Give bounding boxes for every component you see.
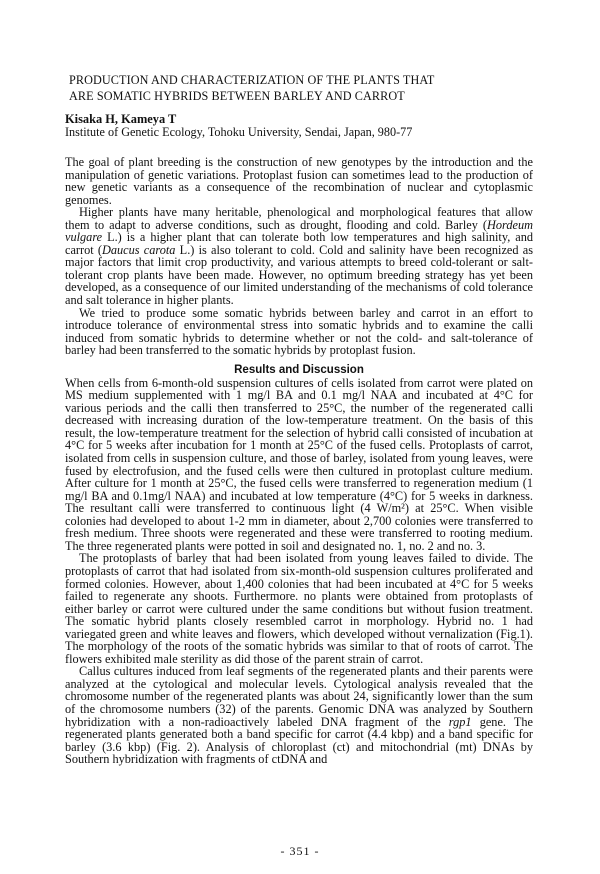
results-paragraph-3 <box>65 665 533 765</box>
page-number: - 351 - <box>280 844 320 858</box>
paper-body <box>65 156 533 766</box>
results-paragraph-2: The protoplasts of barley that had been isolated from young leaves failed to divide. The protoplasts of carrot that had isolated from six-month-old suspension cultures proliferated and formed colonies. However, about 1,400 colonies that had been incubated at 4°C for 5 weeks failed to regenerate any shoots. Furthermore. no plants were obtained from protoplasts of either barley or carrot were cultured under the same conditions but without fusion treatment. The somatic hybrid plants closely resembled carrot in morphology. Hybrid no. 1 had variegated green and white leaves and flowers, which developed without vernalization (Fig.1). The morphology of the roots of the somatic hybrids was similar to that of roots of carrot. The flowers exhibited male sterility as did those of the parent strain of carrot. <box>65 551 533 666</box>
intro-paragraph-3: We tried to produce some somatic hybrids between barley and carrot in an effort to introduce tolerance of environmental stress into somatic hybrids and to examine the calli induced from somatic hybrids to determine whether or not the cold- and salt-tolerance of barley had been transferred to the somatic hybrids by protoplast fusion. <box>65 305 533 358</box>
results-p3-text-a: Callus cultures induced from leaf segments of the regenerated plants and their parents were analyzed at the cytological and molecular levels. Cytological analysis revealed that the chromosome number of the regenerated plants was about 24, significantly lower than the sum of the chromosome numbers (32) of the parents. Genomic DNA was analyzed by Southern hybridization with a non-radioactively labeled DNA fragment of the <box>65 664 533 729</box>
title-line-1: PRODUCTION AND CHARACTERIZATION OF THE PLANTS THAT <box>69 73 435 87</box>
results-p3-text-b: gene. The regenerated plants generated both a band specific for carrot (4.4 kbp) and a band specific for barley (3.6 kbp) (Fig. 2). Analysis of chloroplast (ct) and mitochondrial (mt) DNAs by Southern hybridization with fragments of ctDNA and <box>65 714 533 767</box>
intro-paragraph-2 <box>65 206 533 306</box>
barley-latin-name: Hordeum vulgare <box>65 217 533 245</box>
title-line-2: ARE SOMATIC HYBRIDS BETWEEN BARLEY AND CARROT <box>69 89 405 103</box>
affiliation: Institute of Genetic Ecology, Tohoku University, Sendai, Japan, 980-77 <box>65 125 413 139</box>
intro-p2-text-a: Higher plants have many heritable, phenological and morphological features that allow them to adapt to adverse conditions, such as drought, flooding and cold. Barley ( <box>65 205 533 232</box>
intro-p2-text-c: L.) is also tolerant to cold. Cold and salinity have been recognized as major factors that limit crop productivity, and various attempts to breed cold-tolerant or salt-tolerant crop plants have been made. However, no optimum breeding strategy has yet been developed, as a consequence of our limited understanding of the mechanisms of cold tolerance and salt tolerance in higher plants. <box>65 242 533 308</box>
intro-paragraph-1: The goal of plant breeding is the construction of new genotypes by the introduction and the manipulation of genetic variations. Protoplast fusion can sometimes lead to the production of new genetic variants as a consequence of the recombination of nuclear and cytoplasmic genomes. <box>65 155 533 207</box>
gene-name: rgp1 <box>448 714 472 729</box>
intro-p2-text-b: L.) is a higher plant that can tolerate both low temperatures and high salinity, and carrot ( <box>65 230 533 257</box>
paper-page <box>65 72 533 766</box>
authors: Kisaka H, Kameya T <box>65 112 177 126</box>
carrot-latin-name: Daucus carota <box>102 242 176 257</box>
results-heading: Results and Discussion <box>234 363 364 376</box>
paper-title <box>69 72 533 104</box>
results-paragraph-1: When cells from 6-month-old suspension cultures of cells isolated from carrot were plated on MS medium supplemented with 1 mg/l BA and 0.1 mg/l NAA and incubated at 4°C for various periods and the calli then transferred to 25°C, the number of the regenerated calli decreased with increasing duration of the low-temperature treatment. On the basis of this result, the low-temperature treatment for the selection of hybrid calli consisted of incubation at 4°C for 5 weeks after incubation for 1 month at 25°C of the fused cells. Protoplasts of carrot, isolated from cells in suspension culture, and those of barley, isolated from young leaves, were fused by electrofusion, and the fused cells were then cultured in protoplast culture medium. After culture for 1 month at 25°C, the fused cells were transferred to regeneration medium (1 mg/l BA and 0.1mg/l NAA) and incubated at low temperature (4°C) for 5 weeks in darkness. The resultant calli were transferred to continuous light (4 W/m²) at 25°C. When visible colonies had developed to about 1-2 mm in diameter, about 2,700 colonies were transferred to fresh medium. Three shoots were regenerated and these were transferred to rooting medium. The three regenerated plants were potted in soil and designated no. 1, no. 2 and no. 3. <box>65 375 533 553</box>
